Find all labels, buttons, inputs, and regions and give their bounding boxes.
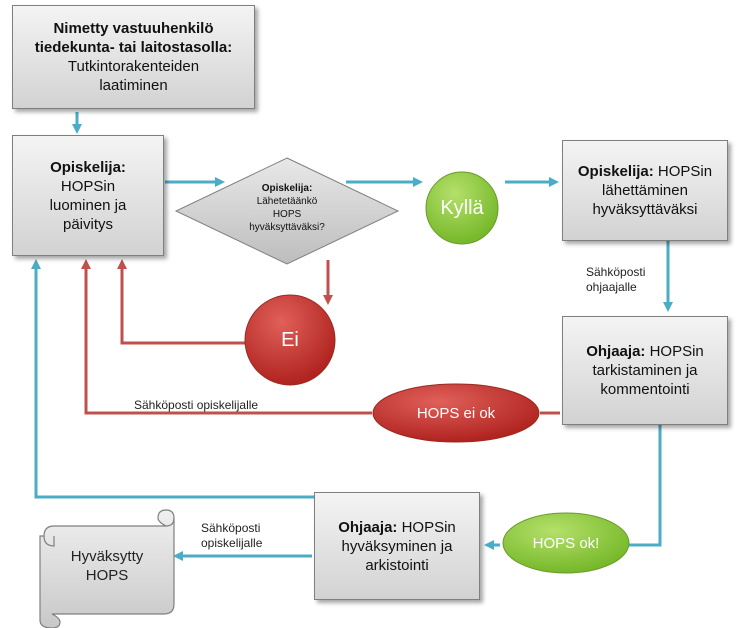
decision-line-3: hyväksyttäväksi? [249,222,325,233]
top-line-2: laatiminen [99,77,168,94]
email-student-2-line-2: opiskelijalle [201,536,263,550]
student-line-1: HOPSin [60,177,116,195]
email-advisor-label [586,265,645,295]
email-advisor-line-1: Sähköposti [586,265,646,279]
ok-label: HOPS ok! [532,534,600,552]
top-bold-line-1: Nimetty vastuuhenkilö [53,20,214,37]
top-line-1: Tutkintorakenteiden [67,58,200,75]
advisor-review-box [562,316,728,425]
approved-label [44,547,170,585]
responsible-person-box [12,5,255,109]
approve-line-0 [338,518,456,537]
send-line-1: lähettäminen [602,182,688,199]
email-student-2-line-1: Sähköposti [201,521,261,535]
approved-line-1: Hyväksytty [70,548,144,565]
approve-rest: HOPSin [397,518,456,536]
review-line-2: kommentointi [600,381,690,398]
approve-line-2: arkistointi [365,556,429,574]
student-box [12,135,164,256]
send-line-0 [578,162,712,181]
send-rest: HOPSin [653,163,713,180]
email-student-2-label [201,521,262,551]
top-bold-line-2: tiedekunta- tai laitostasolla: [34,39,233,56]
approve-line-1: hyväksyminen ja [341,537,453,555]
student-line-3: päivitys [62,215,114,233]
student-bold: Opiskelija: [50,158,126,176]
email-advisor-line-2: ohjaajalle [586,280,637,294]
decision-line-1: Lähetetäänkö [256,196,318,207]
student-line-2: luominen ja [49,196,127,214]
email-student-label: Sähköposti opiskelijalle [134,398,259,412]
review-rest: HOPSin [645,343,704,360]
advisor-approve-box [314,492,480,600]
review-line-0 [586,342,704,361]
no-label: Ei [281,328,299,351]
student-send-box [562,140,728,241]
decision-bold: Opiskelija: [261,183,313,194]
decision-line-2: HOPS [272,209,302,220]
decision-label [212,182,362,234]
send-line-2: hyväksyttäväksi [592,201,698,218]
review-line-1: tarkistaminen ja [592,362,698,379]
arrow-review-to-ok [618,425,660,545]
approve-bold: Ohjaaja: [338,518,398,536]
yes-label: Kyllä [440,196,484,219]
arrow-no-to-student [122,262,246,343]
notok-label: HOPS ei ok [416,404,496,422]
review-bold: Ohjaaja: [586,343,646,360]
approved-line-2: HOPS [85,567,129,584]
send-bold: Opiskelija: [577,163,654,180]
